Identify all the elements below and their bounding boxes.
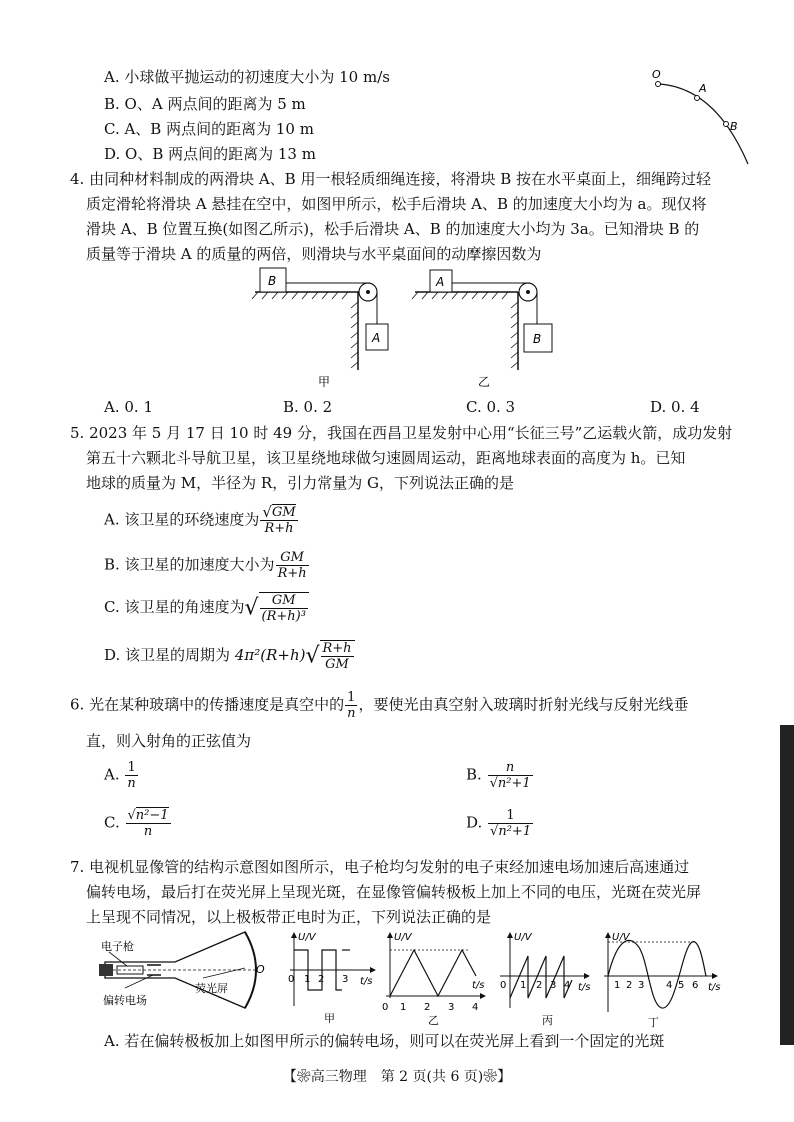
svg-text:t/s: t/s — [708, 982, 721, 993]
svg-text:3: 3 — [550, 980, 557, 991]
svg-text:乙: 乙 — [428, 1014, 439, 1027]
label-deflection-field: 偏转电场 — [103, 994, 147, 1007]
svg-text:0: 0 — [288, 974, 295, 985]
voltage-graph-ding — [600, 928, 725, 1028]
q4-option-b: B. 0. 2 — [283, 398, 333, 416]
page-footer: 【❀高三物理 第 2 页(共 6 页)❀】 — [282, 1069, 512, 1085]
svg-text:0: 0 — [500, 980, 507, 991]
fig-yi-label: 乙 — [478, 375, 491, 389]
q6-line1: 6. 光在某种玻璃中的传播速度是真空中的 $\frac{1}{n}$ ，要使光由真空射入玻璃时折射光线与反射光线垂 — [70, 690, 689, 721]
svg-text:丙: 丙 — [542, 1014, 553, 1027]
q5-option-a: A. 该卫星的环绕速度为 $\frac{√GM}{R+h}$ — [104, 503, 296, 536]
svg-text:t/s: t/s — [472, 980, 485, 991]
q5-option-b: B. 该卫星的加速度大小为 $\frac{GM}{R+h}$ — [104, 550, 307, 581]
q5-option-d: D. 该卫星的周期为 4π²(R+h)√ $\frac{R+h}{GM}$ — [104, 640, 355, 672]
q4-option-c: C. 0. 3 — [466, 398, 516, 416]
q4-option-d: D. 0. 4 — [650, 398, 700, 416]
q3-option-c: C. A、B 两点间的距离为 10 m — [104, 120, 314, 138]
q4-line4: 质量等于滑块 A 的质量的两倍，则滑块与水平桌面间的动摩擦因数为 — [86, 245, 542, 263]
q3-option-d: D. O、B 两点间的距离为 13 m — [104, 145, 316, 163]
label-screen: 荧光屏 — [195, 982, 228, 995]
svg-text:2: 2 — [424, 1002, 431, 1013]
q6-line2: 直，则入射角的正弦值为 — [86, 732, 252, 750]
svg-text:3: 3 — [448, 1002, 455, 1013]
q6-option-c: C. $\frac{\text{√n²−1}}{n}$ — [104, 808, 169, 839]
crt-tube-diagram — [95, 928, 275, 1028]
q5-line3: 地球的质量为 M，半径为 R，引力常量为 G，下列说法正确的是 — [86, 474, 514, 492]
q4-line2: 质定滑轮将滑块 A 悬挂在空中，如图甲所示，松手后滑块 A、B 的加速度大小均为 a。现仅将 — [86, 195, 707, 213]
svg-text:4: 4 — [564, 980, 571, 991]
svg-text:1: 1 — [520, 980, 527, 991]
q5-line2: 第五十六颗北斗导航卫星，该卫星绕地球做匀速圆周运动，距离地球表面的高度为 h。已知 — [86, 449, 686, 467]
svg-text:B: B — [268, 274, 277, 288]
q6-option-b: B. $\frac{n}{\text{√n²+1}}$ — [466, 760, 531, 791]
q7-line2: 偏转电场，最后打在荧光屏上呈现光斑，在显像管偏转极板上加上不同的电压，光斑在荧光屏 — [86, 883, 702, 901]
voltage-graph-bing — [492, 928, 597, 1028]
q3-option-b: B. O、A 两点间的距离为 5 m — [104, 95, 306, 113]
voltage-graph-yi — [378, 928, 490, 1028]
svg-text:1: 1 — [304, 974, 311, 985]
q7-line3: 上呈现不同情况，以上极板带正电时为正，下列说法正确的是 — [86, 908, 492, 926]
pulley-figure-jia — [250, 262, 400, 392]
point-a-label: A — [699, 82, 707, 95]
svg-text:0: 0 — [382, 1002, 389, 1013]
svg-text:A: A — [436, 275, 445, 289]
q6-option-d: D. $\frac{1}{\text{√n²+1}}$ — [466, 808, 532, 839]
svg-text:4: 4 — [666, 980, 673, 991]
fig-jia-label: 甲 — [318, 375, 331, 389]
svg-text:6: 6 — [692, 980, 699, 991]
svg-text:丁: 丁 — [648, 1016, 659, 1028]
point-o-label: O — [652, 68, 661, 81]
svg-text:2: 2 — [318, 974, 325, 985]
svg-text:3: 3 — [638, 980, 645, 991]
svg-text:U/V: U/V — [394, 932, 412, 943]
label-electron-gun: 电子枪 — [101, 940, 134, 953]
svg-text:4: 4 — [472, 1002, 479, 1013]
svg-text:t/s: t/s — [360, 976, 373, 987]
svg-text:U/V: U/V — [514, 932, 532, 943]
svg-text:甲: 甲 — [324, 1012, 335, 1025]
svg-text:3: 3 — [342, 974, 349, 985]
svg-text:A: A — [372, 331, 381, 345]
voltage-graph-jia — [282, 928, 377, 1028]
q3-option-a: A. 小球做平抛运动的初速度大小为 10 m/s — [104, 68, 390, 86]
svg-text:2: 2 — [626, 980, 633, 991]
q4-line1: 4. 由同种材料制成的两滑块 A、B 用一根轻质细绳连接，将滑块 B 按在水平桌面上，细绳跨过轻 — [70, 170, 712, 188]
q4-option-a: A. 0. 1 — [104, 398, 153, 416]
q7-line1: 7. 电视机显像管的结构示意图如图所示，电子枪均匀发射的电子束经加速电场加速后高速通过 — [70, 858, 690, 876]
svg-text:B: B — [533, 332, 542, 346]
svg-text:5: 5 — [678, 980, 685, 991]
svg-text:O: O — [256, 963, 265, 976]
svg-text:U/V: U/V — [298, 932, 316, 943]
trajectory-figure — [640, 62, 760, 172]
point-b-label: B — [730, 120, 738, 133]
svg-text:2: 2 — [536, 980, 543, 991]
svg-text:U/V: U/V — [612, 932, 630, 943]
svg-text:t/s: t/s — [578, 982, 591, 993]
svg-text:1: 1 — [614, 980, 621, 991]
pulley-figure-yi — [410, 262, 560, 392]
scan-edge — [780, 725, 794, 1045]
svg-text:1: 1 — [400, 1002, 407, 1013]
q5-option-c: C. 该卫星的角速度为√ $\frac{GM}{\text{(R+h)³}}$ — [104, 592, 309, 624]
q6-option-a: A. $\frac{1}{n}$ — [104, 760, 136, 791]
q5-line1: 5. 2023 年 5 月 17 日 10 时 49 分，我国在西昌卫星发射中心用“长征三号”乙运载火箭，成功发射 — [70, 424, 733, 442]
q4-line3: 滑块 A、B 位置互换(如图乙所示)，松手后滑块 A、B 的加速度大小均为 3a。已知滑块 B 的 — [86, 220, 700, 238]
q7-option-a: A. 若在偏转极板加上如图甲所示的偏转电场，则可以在荧光屏上看到一个固定的光斑 — [104, 1032, 665, 1050]
